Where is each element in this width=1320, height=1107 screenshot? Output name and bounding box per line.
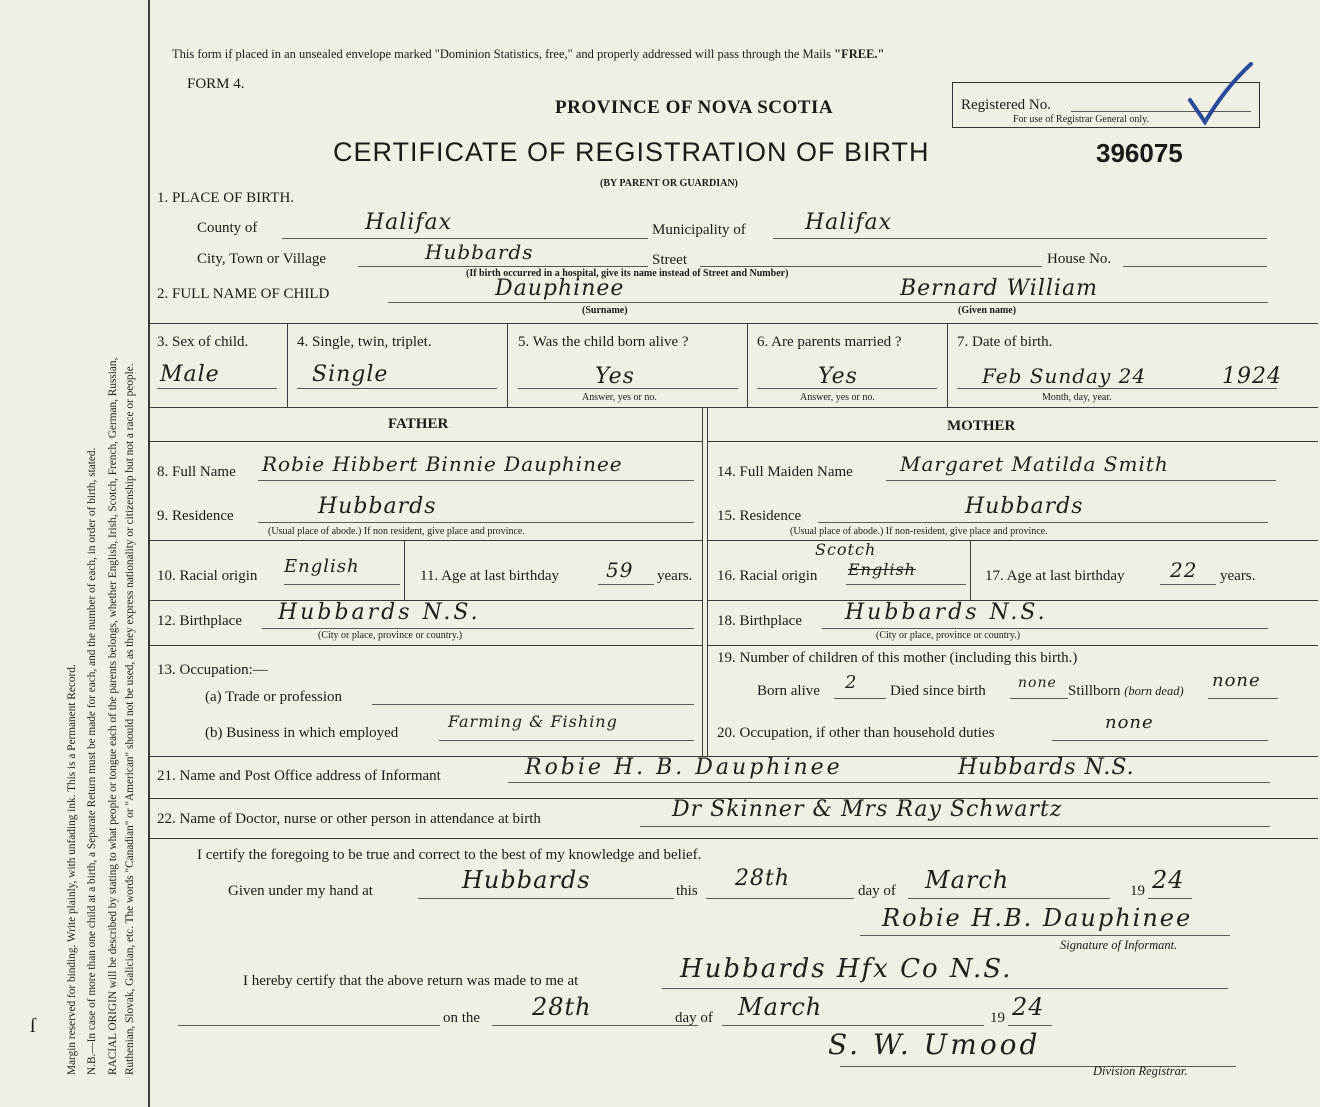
died-since-birth-label: Died since birth — [890, 683, 986, 699]
father-age-unit: years. — [657, 568, 693, 584]
checkmark-icon — [1185, 60, 1255, 130]
registrar-signature: S. W. Umood — [828, 1028, 1041, 1061]
registered-note: For use of Registrar General only. — [1013, 114, 1149, 125]
mother-birthplace-label: 18. Birthplace — [717, 613, 802, 629]
child-surname: Dauphinee — [495, 276, 625, 301]
postal-note: This form if placed in an unsealed envelope marked "Dominion Statistics, free," and properly addressed will pass through the Mails "FREE." — [172, 47, 885, 61]
binding-mark: ſ — [30, 1015, 36, 1037]
mother-age-unit: years. — [1220, 568, 1256, 584]
certify-year-prefix: 19 — [1130, 883, 1145, 899]
father-business-value: Farming & Fishing — [448, 712, 618, 731]
mother-occupation-label: 20. Occupation, if other than household duties — [717, 725, 995, 741]
father-occupation-label: 13. Occupation:— — [157, 662, 268, 678]
year-of-birth-value: 1924 — [1222, 364, 1282, 389]
registrar-year-prefix: 19 — [990, 1010, 1005, 1026]
certify-day: 28th — [735, 866, 791, 891]
certify-statement: I certify the foregoing to be true and correct to the best of my knowledge and belief. — [197, 847, 702, 863]
father-residence-value: Hubbards — [318, 494, 437, 519]
street-label: Street — [652, 252, 687, 268]
sex-value: Male — [160, 362, 220, 387]
plurality-value: Single — [312, 362, 389, 387]
date-of-birth-caption: Month, day, year. — [1042, 392, 1112, 403]
died-since-birth-value: none — [1018, 675, 1057, 691]
father-business-label: (b) Business in which employed — [205, 725, 399, 741]
certify-month: March — [925, 866, 1010, 894]
mother-occupation-value: none — [1105, 712, 1154, 733]
county-value: Halifax — [365, 210, 453, 235]
stillborn-label: Stillborn (born dead) — [1068, 683, 1184, 699]
born-alive-value: Yes — [595, 364, 635, 389]
father-heading: FATHER — [388, 416, 449, 432]
registrar-day-of-label: day of — [675, 1010, 713, 1026]
informant-signature-caption: Signature of Informant. — [1060, 938, 1178, 952]
stamp-number: 396075 — [1096, 138, 1183, 168]
born-alive-count: 2 — [845, 672, 858, 693]
doctor-value: Dr Skinner & Mrs Ray Schwartz — [672, 797, 1063, 822]
father-name-value: Robie Hibbert Binnie Dauphinee — [262, 452, 623, 476]
mother-heading: MOTHER — [947, 418, 1016, 434]
date-of-birth-label: 7. Date of birth. — [957, 334, 1053, 350]
child-given-name: Bernard William — [900, 276, 1098, 301]
father-residence-label: 9. Residence — [157, 508, 234, 524]
mother-residence-label: 15. Residence — [717, 508, 802, 524]
parents-married-value: Yes — [818, 364, 858, 389]
father-birthplace-caption: (City or place, province or country.) — [318, 630, 463, 641]
surname-caption: (Surname) — [582, 305, 628, 316]
margin-note-racial-origin-cont: Ruthenian, Slovak, Galician, etc. The words "Canadian" or "American" should not be used, as they express nationality or citizenship but not a race or people. — [124, 363, 136, 1075]
page-subtitle: (BY PARENT OR GUARDIAN) — [600, 178, 738, 189]
registrar-place: Hubbards Hfx Co N.S. — [680, 954, 1013, 984]
informant-address: Hubbards N.S. — [958, 755, 1135, 780]
given-name-caption: (Given name) — [958, 305, 1017, 316]
born-alive-caption: Answer, yes or no. — [582, 392, 657, 403]
registered-label: Registered No. — [961, 97, 1051, 113]
parents-married-caption: Answer, yes or no. — [800, 392, 875, 403]
mother-name-label: 14. Full Maiden Name — [717, 464, 853, 480]
father-age-label: 11. Age at last birthday — [420, 568, 559, 584]
father-racial-value: English — [284, 556, 360, 577]
house-number-label: House No. — [1047, 251, 1112, 267]
informant-label: 21. Name and Post Office address of Informant — [157, 768, 441, 784]
doctor-label: 22. Name of Doctor, nurse or other person in attendance at birth — [157, 811, 541, 827]
father-trade-label: (a) Trade or profession — [205, 689, 343, 705]
registrar-caption: Division Registrar. — [1093, 1064, 1188, 1078]
plurality-label: 4. Single, twin, triplet. — [297, 334, 432, 350]
mother-racial-struck: English — [848, 560, 916, 579]
sex-label: 3. Sex of child. — [157, 334, 249, 350]
margin-note-multiple-births: N.B.—In case of more than one child at a birth, a Separate Return must be made for each, and the number of each, in order of birth, stated. — [86, 447, 98, 1075]
form-number: FORM 4. — [187, 76, 245, 92]
mother-racial-label: 16. Racial origin — [717, 568, 818, 584]
day-of-label: day of — [858, 883, 896, 899]
born-alive-count-label: Born alive — [757, 683, 820, 699]
given-under-hand-label: Given under my hand at — [228, 883, 373, 899]
city-label: City, Town or Village — [197, 251, 327, 267]
municipality-label: Municipality of — [652, 222, 746, 238]
hospital-note: (If birth occurred in a hospital, give its name instead of Street and Number) — [466, 268, 789, 279]
city-value: Hubbards — [425, 240, 534, 264]
father-racial-label: 10. Racial origin — [157, 568, 258, 584]
registrar-year: 24 — [1012, 993, 1045, 1021]
stillborn-value: none — [1212, 670, 1261, 691]
parents-married-label: 6. Are parents married ? — [757, 334, 902, 350]
certify-year: 24 — [1152, 866, 1185, 894]
registrar-day: 28th — [532, 993, 592, 1021]
mother-name-value: Margaret Matilda Smith — [900, 452, 1169, 476]
given-place: Hubbards — [462, 866, 591, 894]
page-title: CERTIFICATE OF REGISTRATION OF BIRTH — [333, 137, 930, 167]
province-heading: PROVINCE OF NOVA SCOTIA — [555, 97, 834, 118]
county-label: County of — [197, 220, 258, 236]
informant-signature: Robie H.B. Dauphinee — [882, 904, 1193, 932]
municipality-value: Halifax — [805, 210, 893, 235]
mother-residence-caption: (Usual place of abode.) If non-resident, give place and province. — [790, 526, 1048, 537]
informant-name: Robie H. B. Dauphinee — [525, 755, 843, 780]
margin-note-racial-origin: RACIAL ORIGIN will be described by stating to what people or tongue each of the parents belongs, whether English, Irish, Scotch, French, German, Russian, — [107, 357, 119, 1075]
place-of-birth-heading: 1. PLACE OF BIRTH. — [157, 190, 295, 206]
margin-notes — [0, 0, 150, 1107]
mother-age-label: 17. Age at last birthday — [985, 568, 1125, 584]
mother-birthplace-value: Hubbards N.S. — [845, 600, 1048, 625]
on-the-label: on the — [443, 1010, 481, 1026]
child-name-label: 2. FULL NAME OF CHILD — [157, 286, 330, 302]
mother-children-label: 19. Number of children of this mother (including this birth.) — [717, 650, 1078, 666]
father-name-label: 8. Full Name — [157, 464, 236, 480]
date-of-birth-value: Feb Sunday 24 — [982, 364, 1147, 388]
registrar-month: March — [738, 993, 823, 1021]
mother-racial-value: Scotch — [815, 540, 877, 559]
registrar-statement: I hereby certify that the above return was made to me at — [243, 973, 579, 989]
father-birthplace-value: Hubbards N.S. — [278, 600, 481, 625]
father-residence-caption: (Usual place of abode.) If non resident, give place and province. — [268, 526, 525, 537]
born-alive-label: 5. Was the child born alive ? — [518, 334, 689, 350]
father-age-value: 59 — [606, 558, 634, 582]
mother-residence-value: Hubbards — [965, 494, 1084, 519]
mother-age-value: 22 — [1170, 558, 1198, 582]
margin-note-binding: Margin reserved for binding. Write plainly, with unfading ink. This is a Permanent Record. — [66, 664, 78, 1075]
mother-birthplace-caption: (City or place, province or country.) — [876, 630, 1021, 641]
this-label: this — [676, 883, 698, 899]
father-birthplace-label: 12. Birthplace — [157, 613, 242, 629]
